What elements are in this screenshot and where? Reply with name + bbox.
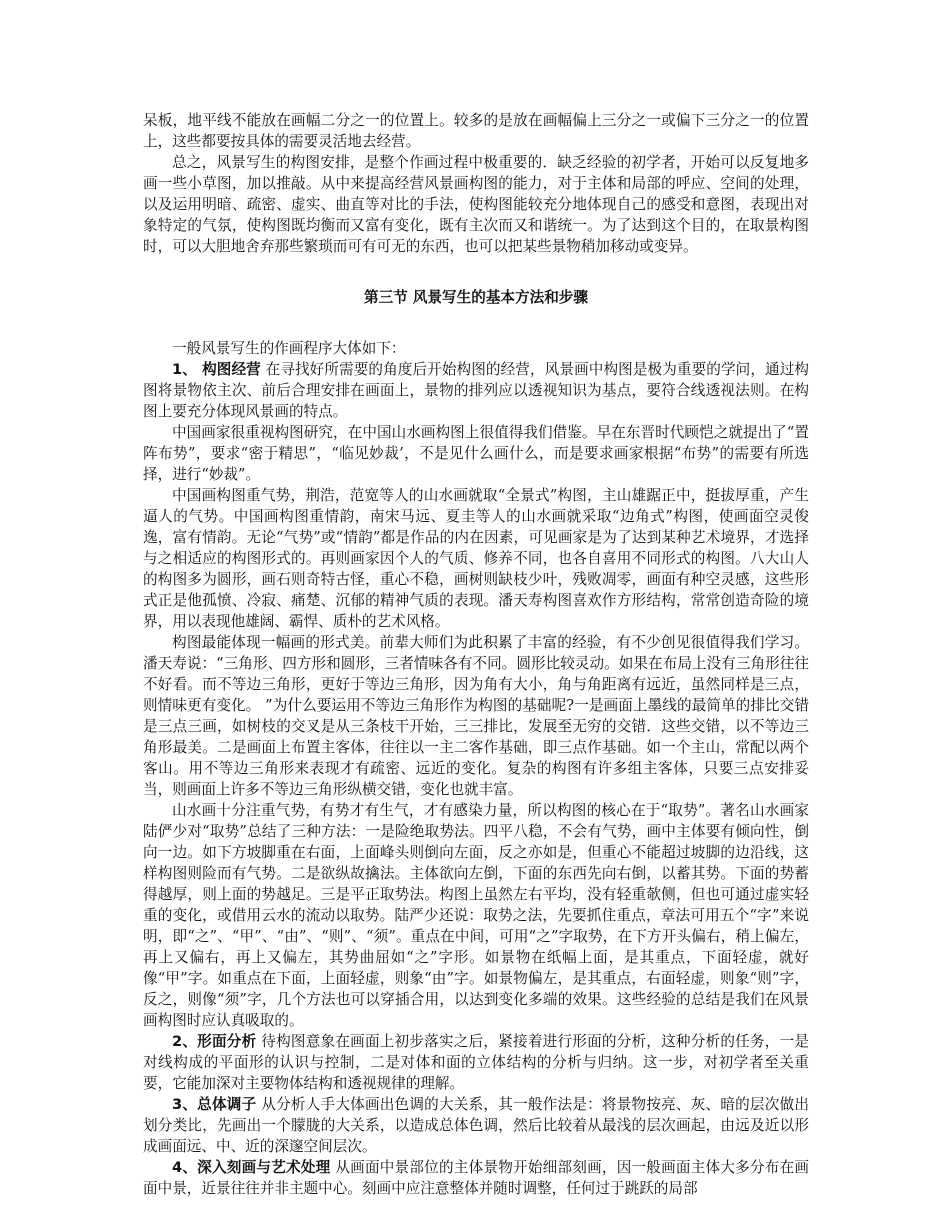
paragraph: 呆板，地平线不能放在画幅二分之一的位置上。较多的是放在画幅偏上三分之一或偏下三分之一的位置上，这些都要按具体的需要灵活地去经营。 (143, 112, 809, 150)
step-3-text: 从分析人手大体画出色调的大关系，其一般作法是：将景物按亮、灰、暗的层次做出划分类比，先画出一个朦胧的大关系，以造成总体色调，然后比较着从最浅的层次画起，由远及近以形成画面远、中、近的深邃空间层次。 (143, 1096, 809, 1155)
step-2-label: 2、形面分析 (172, 1033, 257, 1050)
paragraph: 总之，风景写生的构图安排，是整个作画过程中极重要的．缺乏经验的初学者，开始可以反复地多画一些小草图，加以推敲。从中来提高经营风景画构图的能力，对于主体和局部的呼应、空间的处理，以及运用明暗、疏密、虚实、曲直等对比的手法，使构图能较充分地体现自己的感受和意图，表现出对象特定的气氛，使构图既均衡而又富有变化，既有主次而又和谐统一。为了达到这个目的，在取景构图时，可以大胆地舍弃那些繁琐而可有可无的东西，也可以把某些景物稍加移动或变异。 (143, 154, 809, 255)
step-2-paragraph (143, 1031, 809, 1094)
paragraph: 中国画家很重视构图研究，在中国山水画构图上很值得我们借鉴。早在东晋时代顾恺之就提出了“置阵布势”，要求“密于精思”，“临见妙裁’，不是见什么画什么，而是要求画家根据“布势”的需要有所选择，进行“妙裁”。 (143, 424, 809, 483)
document-page (143, 110, 809, 1199)
step-4-label: 4、深入刻画与艺术处理 (172, 1159, 331, 1176)
step-1-text: 在寻找好所需要的角度后开始构图的经营，风景画中构图是极为重要的学问，通过构图将景物依主次、前后合理安排在画面上，景物的排列应以透视知识为基点，要符合线透视法则。在构图上要充分体现风景画的特点。 (143, 361, 809, 420)
step-2-text: 待构图意象在画面上初步落实之后，紧接着进行形面的分析，这种分析的任务，一是对线构成的平面形的认识与控制，二是对体和面的立体结构的分析与归纳。这一步，对初学者至关重要，它能加深对主要物体结构和透视规律的理解。 (143, 1033, 809, 1092)
paragraph: 构图最能体现一幅画的形式美。前辈大师们为此积累了丰富的经验，有不少创见很值得我们学习。潘天寿说：“三角形、四方形和圆形，三者情味各有不同。圆形比较灵动。如果在布局上没有三角形往往不好看。而不等边三角形，更好于等边三角形，因为角有大小，角与角距离有远近，虽然同样是三点，则情味更有变化。 ”为什么要运用不等边三角形作为构图的基础呢?一是画面上墨线的最简单的排比交错是三点三画，如树枝的交叉是从三条枝干开始，三三排比，发展至无穷的交错．这些交错，以不等边三角形最美。二是画面上布置主客体，往往以一主二客作基础，即三点作基础。如一个主山，常配以两个客山。用不等边三角形来表现才有疏密、远近的变化。复杂的构图有许多组主客体，只要三点安排妥当，则画面上许多不等边三角形纵横交错，变化也就丰富。 (143, 634, 809, 798)
step-1-label: 1、 构图经营 (172, 361, 261, 378)
step-1-paragraph (143, 359, 809, 422)
step-3-paragraph (143, 1094, 809, 1157)
step-4-text: 从画面中景部位的主体景物开始细部刻画，因一般画面主体大多分布在画面中景，近景往往并非主题中心。刻画中应注意整体并随时调整，任何过于跳跃的局部 (143, 1159, 809, 1197)
section-title: 第三节 风景写生的基本方法和步骤 (364, 289, 588, 306)
intro-paragraph: 一般风景写生的作画程序大体如下： (172, 340, 406, 357)
step-4-paragraph (143, 1157, 809, 1199)
paragraph: 中国画构图重气势，荆浩，范宽等人的山水画就取“全景式”构图，主山雄踞正中，挺拔厚重，产生逼人的气势。中国画构图重情韵，南宋马远、夏圭等人的山水画就采取“边角式”构图，使画面空灵俊逸，富有情韵。无论“气势”或“情韵”都是作品的内在因素，可见画家是为了达到某种艺术境界，才选择与之相适应的构图形式的。再则画家因个人的气质、修养不同，也各自喜用不同形式的构图。八大山人的构图多为圆形，画石则奇特古怪，重心不稳，画树则缺枝少叶，残败凋零，画面有种空灵感，这些形式正是他孤愤、冷寂、痛楚、沉郁的精神气质的表现。潘天寿构图喜欢作方形结构，常常创造奇险的境界，用以表现他雄阔、霸悍、质朴的艺术风格。 (143, 487, 809, 630)
step-3-label: 3、总体调子 (172, 1096, 257, 1113)
paragraph: 山水画十分注重气势，有势才有生气，才有感染力量，所以构图的核心在于“取势”。著名山水画家陆俨少对“取势”总结了三种方法：一是险绝取势法。四平八稳，不会有气势，画中主体要有倾向性，倒向一边。如下方坡脚重在右面，上面峰头则倒向左面，反之亦如是，但重心不能超过坡脚的边沿线，这样构图则险而有气势。二是欲纵故擒法。主体欲向左倒，下面的东西先向右倒，以蓄其势。下面的势蓄得越厚，则上面的势越足。三是平正取势法。构图上虽然左右平均，没有轻重欹侧，但也可通过虚实轻重的变化，或借用云水的流动以取势。陆严少还说：取势之法，先要抓住重点，章法可用五个“字”来说明，即“之”、“甲”、“由”、“则”、“须”。重点在中间，可用“之”字取势，在下方开头偏右，稍上偏左，再上又偏右，再上又偏左，其势曲屈如“之”字形。如景物在纸幅上面，是其重点，下面轻虚，就好像“甲”字。如重点在下面，上面轻虚，则象“由”字。如景物偏左，是其重点，右面轻虚，则象“则”字，反之，则像“须”字，几个方法也可以穿插合用，以达到变化多端的效果。这些经验的总结是我们在风景画构图时应认真吸取的。 (143, 802, 809, 1029)
